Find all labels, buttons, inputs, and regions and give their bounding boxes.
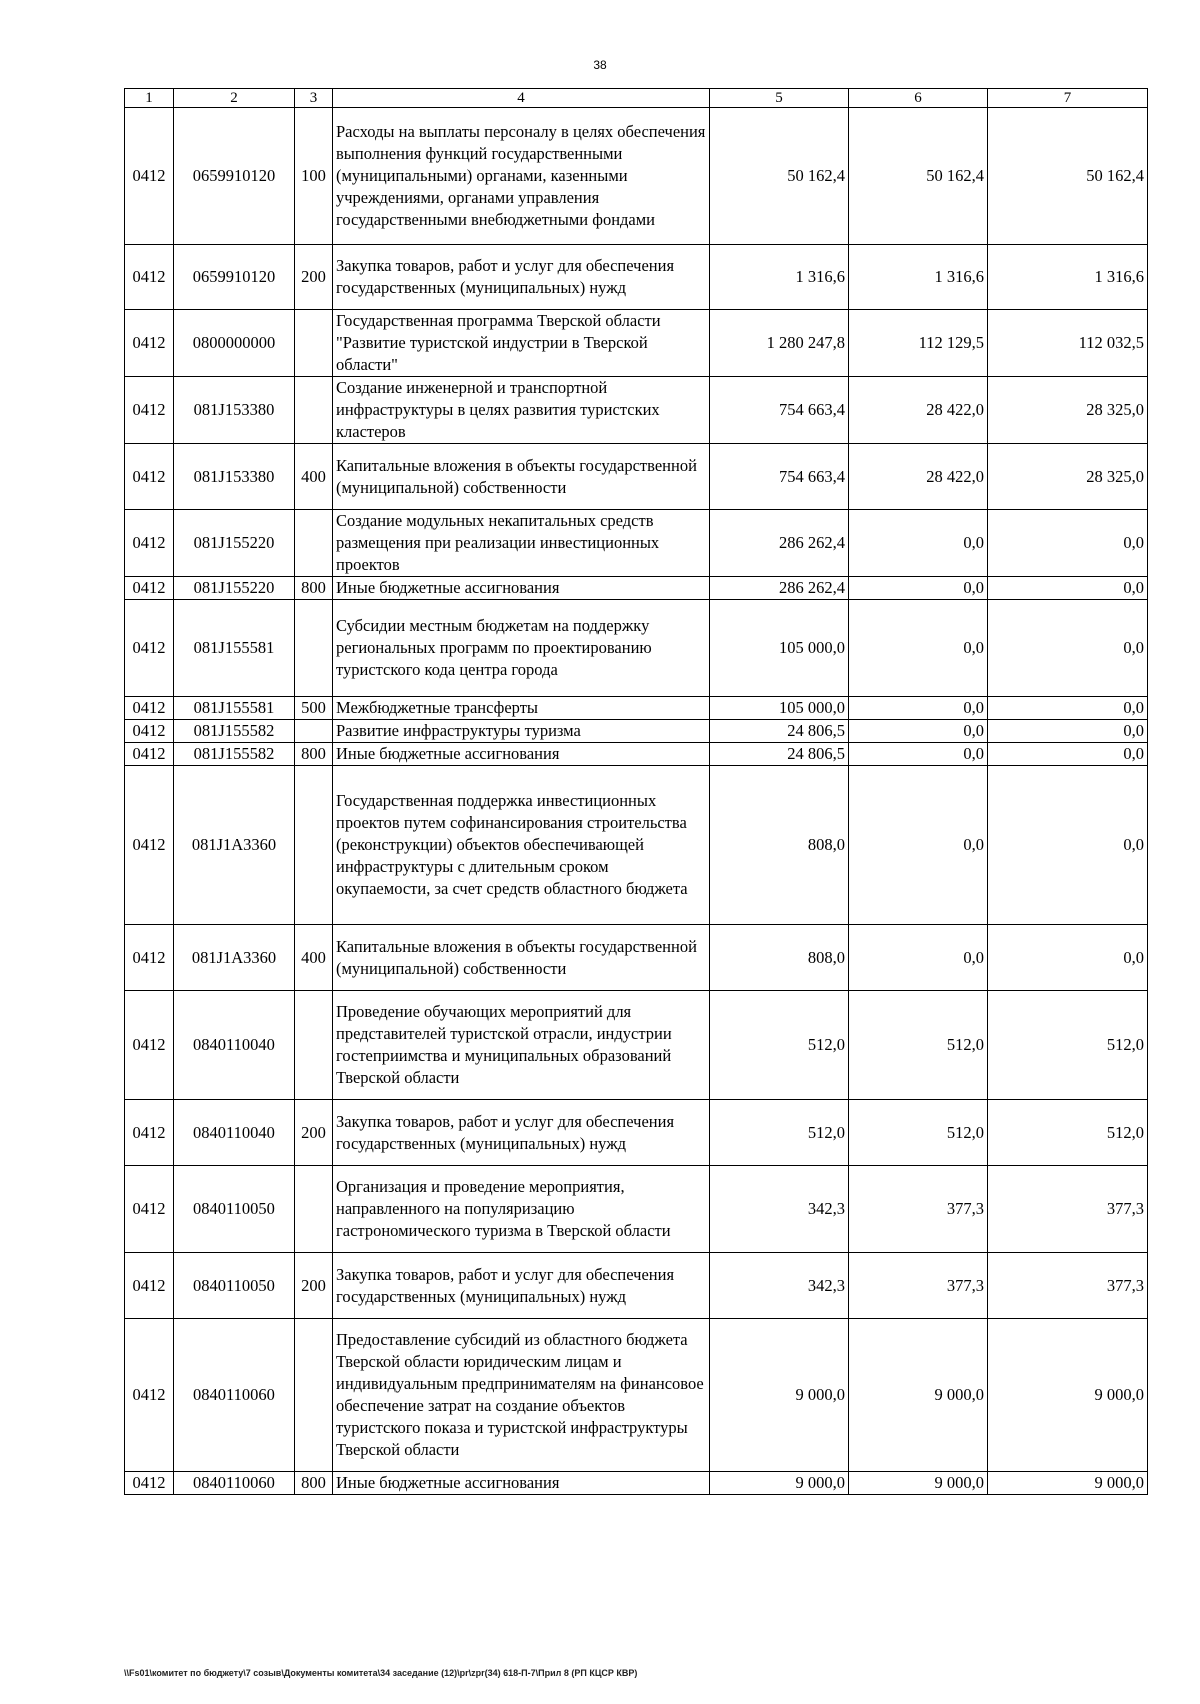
header-col-3: 3 bbox=[295, 89, 333, 108]
row-description: Иные бюджетные ассигнования bbox=[333, 1472, 710, 1495]
header-col-2: 2 bbox=[174, 89, 295, 108]
row-amount-col7: 28 325,0 bbox=[988, 444, 1148, 510]
row-expense-type bbox=[295, 720, 333, 743]
row-amount-col6: 0,0 bbox=[849, 577, 988, 600]
row-target-code: 0800000000 bbox=[174, 310, 295, 377]
row-amount-col5: 105 000,0 bbox=[710, 600, 849, 697]
row-amount-col7: 0,0 bbox=[988, 600, 1148, 697]
row-amount-col5: 9 000,0 bbox=[710, 1319, 849, 1472]
row-amount-col6: 512,0 bbox=[849, 991, 988, 1100]
row-amount-col6: 0,0 bbox=[849, 697, 988, 720]
header-col-1: 1 bbox=[125, 89, 174, 108]
page-number: 38 bbox=[593, 58, 607, 72]
row-expense-type bbox=[295, 766, 333, 925]
row-amount-col7: 0,0 bbox=[988, 697, 1148, 720]
row-amount-col6: 28 422,0 bbox=[849, 444, 988, 510]
row-section-code: 0412 bbox=[125, 1319, 174, 1472]
table-row bbox=[125, 600, 1148, 697]
row-amount-col6: 0,0 bbox=[849, 766, 988, 925]
row-section-code: 0412 bbox=[125, 1253, 174, 1319]
row-amount-col7: 0,0 bbox=[988, 720, 1148, 743]
row-target-code: 0840110040 bbox=[174, 1100, 295, 1166]
row-target-code: 081J1A3360 bbox=[174, 925, 295, 991]
table-row bbox=[125, 1253, 1148, 1319]
row-amount-col7: 9 000,0 bbox=[988, 1319, 1148, 1472]
row-description: Субсидии местным бюджетам на поддержку региональных программ по проектированию туристского кода центра города bbox=[333, 600, 710, 697]
row-amount-col5: 754 663,4 bbox=[710, 444, 849, 510]
table-row bbox=[125, 720, 1148, 743]
row-section-code: 0412 bbox=[125, 245, 174, 310]
table-row bbox=[125, 377, 1148, 444]
table-row bbox=[125, 245, 1148, 310]
row-amount-col7: 0,0 bbox=[988, 925, 1148, 991]
table-row bbox=[125, 444, 1148, 510]
row-section-code: 0412 bbox=[125, 743, 174, 766]
table-header-row bbox=[125, 89, 1148, 108]
row-target-code: 0840110050 bbox=[174, 1166, 295, 1253]
row-target-code: 081J155582 bbox=[174, 743, 295, 766]
row-section-code: 0412 bbox=[125, 720, 174, 743]
row-section-code: 0412 bbox=[125, 766, 174, 925]
table-row bbox=[125, 108, 1148, 245]
row-section-code: 0412 bbox=[125, 697, 174, 720]
row-target-code: 081J155581 bbox=[174, 600, 295, 697]
row-description: Проведение обучающих мероприятий для представителей туристской отрасли, индустрии гостеприимства и муниципальных образований Тверской области bbox=[333, 991, 710, 1100]
row-amount-col6: 0,0 bbox=[849, 720, 988, 743]
table-row bbox=[125, 1100, 1148, 1166]
row-expense-type: 200 bbox=[295, 1100, 333, 1166]
row-amount-col6: 377,3 bbox=[849, 1166, 988, 1253]
table-row bbox=[125, 1472, 1148, 1495]
row-description: Организация и проведение мероприятия, направленного на популяризацию гастрономического туризма в Тверской области bbox=[333, 1166, 710, 1253]
row-amount-col7: 28 325,0 bbox=[988, 377, 1148, 444]
row-section-code: 0412 bbox=[125, 510, 174, 577]
row-amount-col7: 377,3 bbox=[988, 1253, 1148, 1319]
row-amount-col6: 0,0 bbox=[849, 925, 988, 991]
row-description: Капитальные вложения в объекты государственной (муниципальной) собственности bbox=[333, 925, 710, 991]
row-description: Закупка товаров, работ и услуг для обеспечения государственных (муниципальных) нужд bbox=[333, 1100, 710, 1166]
row-expense-type: 100 bbox=[295, 108, 333, 245]
table-row bbox=[125, 991, 1148, 1100]
row-target-code: 081J155220 bbox=[174, 510, 295, 577]
row-section-code: 0412 bbox=[125, 1100, 174, 1166]
row-amount-col5: 754 663,4 bbox=[710, 377, 849, 444]
row-section-code: 0412 bbox=[125, 444, 174, 510]
row-expense-type: 400 bbox=[295, 925, 333, 991]
header-col-6: 6 bbox=[849, 89, 988, 108]
row-target-code: 0840110040 bbox=[174, 991, 295, 1100]
row-target-code: 081J1A3360 bbox=[174, 766, 295, 925]
row-description: Закупка товаров, работ и услуг для обеспечения государственных (муниципальных) нужд bbox=[333, 245, 710, 310]
row-amount-col5: 286 262,4 bbox=[710, 510, 849, 577]
row-description: Создание модульных некапитальных средств размещения при реализации инвестиционных проектов bbox=[333, 510, 710, 577]
row-amount-col5: 50 162,4 bbox=[710, 108, 849, 245]
row-expense-type bbox=[295, 1166, 333, 1253]
row-amount-col6: 0,0 bbox=[849, 743, 988, 766]
row-target-code: 0659910120 bbox=[174, 245, 295, 310]
row-amount-col7: 512,0 bbox=[988, 991, 1148, 1100]
row-section-code: 0412 bbox=[125, 1166, 174, 1253]
table-row bbox=[125, 1319, 1148, 1472]
table-row bbox=[125, 510, 1148, 577]
row-expense-type: 800 bbox=[295, 577, 333, 600]
footer-file-path: \\Fs01\комитет по бюджету\7 созыв\Документы комитета\34 заседание (12)\pr\zpr(34) 618-П-7\Прил 8 (РП КЦСР КВР) bbox=[124, 1668, 638, 1678]
row-amount-col6: 28 422,0 bbox=[849, 377, 988, 444]
row-amount-col7: 1 316,6 bbox=[988, 245, 1148, 310]
row-expense-type bbox=[295, 600, 333, 697]
table-body bbox=[125, 108, 1148, 1495]
row-description: Государственная программа Тверской области "Развитие туристской индустрии в Тверской области" bbox=[333, 310, 710, 377]
row-amount-col6: 9 000,0 bbox=[849, 1319, 988, 1472]
row-amount-col7: 0,0 bbox=[988, 577, 1148, 600]
row-target-code: 081J155581 bbox=[174, 697, 295, 720]
row-target-code: 081J155582 bbox=[174, 720, 295, 743]
row-expense-type bbox=[295, 991, 333, 1100]
row-expense-type bbox=[295, 310, 333, 377]
row-description: Предоставление субсидий из областного бюджета Тверской области юридическим лицам и индивидуальным предпринимателям на финансовое обеспечение затрат на создание объектов туристского показа и туристской инфраструктуры Тверской области bbox=[333, 1319, 710, 1472]
row-amount-col6: 377,3 bbox=[849, 1253, 988, 1319]
table-row bbox=[125, 925, 1148, 991]
header-col-4: 4 bbox=[333, 89, 710, 108]
row-amount-col6: 50 162,4 bbox=[849, 108, 988, 245]
row-amount-col6: 112 129,5 bbox=[849, 310, 988, 377]
row-description: Иные бюджетные ассигнования bbox=[333, 743, 710, 766]
row-expense-type: 800 bbox=[295, 743, 333, 766]
row-amount-col7: 512,0 bbox=[988, 1100, 1148, 1166]
row-amount-col6: 0,0 bbox=[849, 510, 988, 577]
row-expense-type: 800 bbox=[295, 1472, 333, 1495]
row-amount-col7: 112 032,5 bbox=[988, 310, 1148, 377]
row-expense-type: 200 bbox=[295, 245, 333, 310]
row-target-code: 081J155220 bbox=[174, 577, 295, 600]
row-target-code: 0659910120 bbox=[174, 108, 295, 245]
row-target-code: 081J153380 bbox=[174, 377, 295, 444]
row-description: Межбюджетные трансферты bbox=[333, 697, 710, 720]
row-expense-type bbox=[295, 377, 333, 444]
table-row bbox=[125, 1166, 1148, 1253]
row-target-code: 0840110060 bbox=[174, 1472, 295, 1495]
row-expense-type: 400 bbox=[295, 444, 333, 510]
row-amount-col5: 808,0 bbox=[710, 766, 849, 925]
row-target-code: 0840110050 bbox=[174, 1253, 295, 1319]
row-amount-col5: 342,3 bbox=[710, 1166, 849, 1253]
row-section-code: 0412 bbox=[125, 310, 174, 377]
row-amount-col6: 512,0 bbox=[849, 1100, 988, 1166]
row-amount-col7: 0,0 bbox=[988, 510, 1148, 577]
row-description: Расходы на выплаты персоналу в целях обеспечения выполнения функций государственными (муниципальными) органами, казенными учреждениями, органами управления государственными внебюджетными фондами bbox=[333, 108, 710, 245]
row-expense-type bbox=[295, 1319, 333, 1472]
row-section-code: 0412 bbox=[125, 991, 174, 1100]
row-section-code: 0412 bbox=[125, 1472, 174, 1495]
header-col-5: 5 bbox=[710, 89, 849, 108]
row-description: Закупка товаров, работ и услуг для обеспечения государственных (муниципальных) нужд bbox=[333, 1253, 710, 1319]
row-amount-col7: 0,0 bbox=[988, 766, 1148, 925]
row-amount-col5: 105 000,0 bbox=[710, 697, 849, 720]
table-row bbox=[125, 697, 1148, 720]
row-expense-type bbox=[295, 510, 333, 577]
row-amount-col5: 342,3 bbox=[710, 1253, 849, 1319]
row-amount-col7: 377,3 bbox=[988, 1166, 1148, 1253]
row-amount-col6: 1 316,6 bbox=[849, 245, 988, 310]
row-description: Капитальные вложения в объекты государственной (муниципальной) собственности bbox=[333, 444, 710, 510]
row-amount-col6: 9 000,0 bbox=[849, 1472, 988, 1495]
row-amount-col7: 50 162,4 bbox=[988, 108, 1148, 245]
row-amount-col5: 286 262,4 bbox=[710, 577, 849, 600]
row-expense-type: 200 bbox=[295, 1253, 333, 1319]
row-amount-col5: 24 806,5 bbox=[710, 720, 849, 743]
row-description: Государственная поддержка инвестиционных проектов путем софинансирования строительства (реконструкции) объектов обеспечивающей инфраструктуры с длительным сроком окупаемости, за счет средств областного бюджета bbox=[333, 766, 710, 925]
row-amount-col6: 0,0 bbox=[849, 600, 988, 697]
table-row bbox=[125, 310, 1148, 377]
row-expense-type: 500 bbox=[295, 697, 333, 720]
row-description: Развитие инфраструктуры туризма bbox=[333, 720, 710, 743]
row-amount-col5: 512,0 bbox=[710, 1100, 849, 1166]
row-section-code: 0412 bbox=[125, 577, 174, 600]
row-amount-col7: 9 000,0 bbox=[988, 1472, 1148, 1495]
row-amount-col5: 512,0 bbox=[710, 991, 849, 1100]
row-amount-col5: 1 280 247,8 bbox=[710, 310, 849, 377]
row-amount-col5: 24 806,5 bbox=[710, 743, 849, 766]
table-row bbox=[125, 766, 1148, 925]
row-section-code: 0412 bbox=[125, 925, 174, 991]
row-amount-col5: 9 000,0 bbox=[710, 1472, 849, 1495]
row-amount-col5: 808,0 bbox=[710, 925, 849, 991]
row-section-code: 0412 bbox=[125, 600, 174, 697]
row-description: Создание инженерной и транспортной инфраструктуры в целях развития туристских кластеров bbox=[333, 377, 710, 444]
table-row bbox=[125, 743, 1148, 766]
row-target-code: 081J153380 bbox=[174, 444, 295, 510]
row-amount-col7: 0,0 bbox=[988, 743, 1148, 766]
table-row bbox=[125, 577, 1148, 600]
budget-table bbox=[124, 88, 1148, 1495]
row-section-code: 0412 bbox=[125, 377, 174, 444]
header-col-7: 7 bbox=[988, 89, 1148, 108]
row-section-code: 0412 bbox=[125, 108, 174, 245]
row-description: Иные бюджетные ассигнования bbox=[333, 577, 710, 600]
row-target-code: 0840110060 bbox=[174, 1319, 295, 1472]
row-amount-col5: 1 316,6 bbox=[710, 245, 849, 310]
